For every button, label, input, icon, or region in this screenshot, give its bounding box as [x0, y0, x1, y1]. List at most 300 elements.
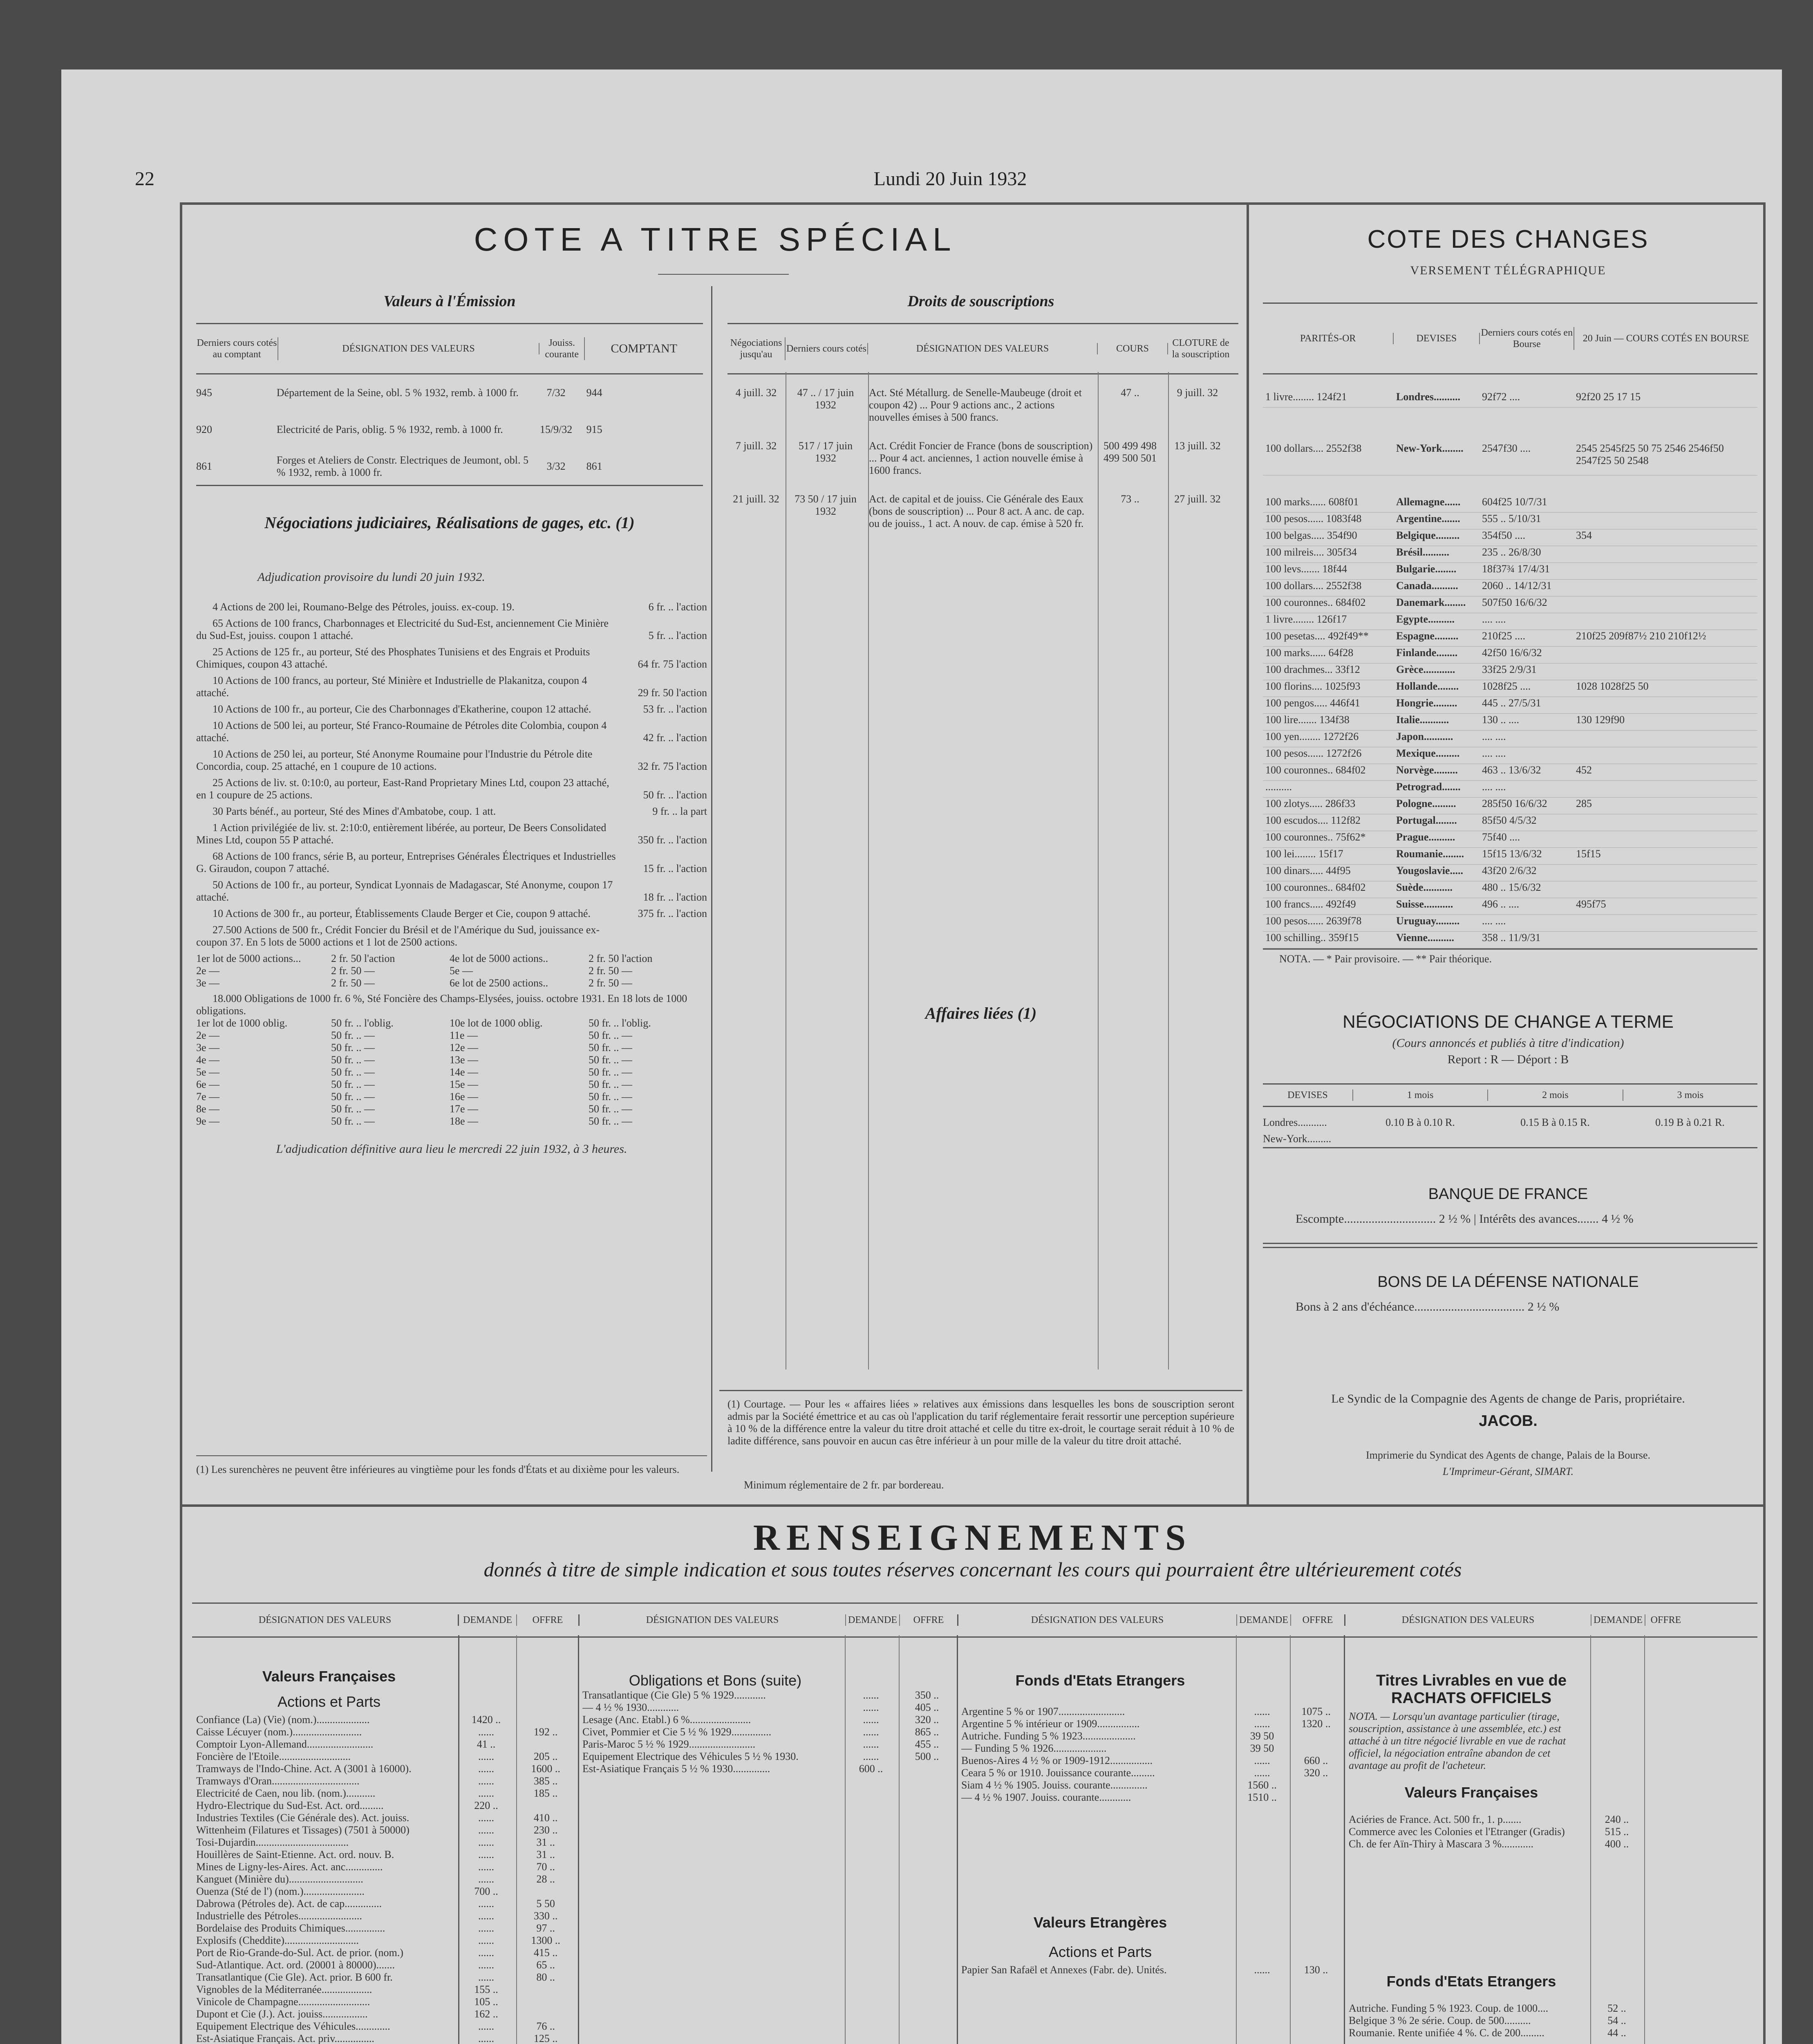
changes-der: 358 .. 11/9/31	[1482, 932, 1541, 944]
rens-offre: 70 ..	[536, 1861, 555, 1873]
rens-offre	[1644, 2027, 1685, 2039]
rens-row	[196, 1947, 576, 1959]
lot-cell: 5e —	[450, 965, 473, 977]
rens-row	[196, 1763, 576, 1775]
rens-demande: ......	[863, 1689, 879, 1701]
lot-cell: 2 fr. 50 —	[331, 965, 375, 977]
rens-designation: Papier San Rafaël et Annexes (Fabr. de). Unités.	[961, 1964, 1167, 1976]
rens-demande: ......	[1254, 1706, 1270, 1717]
changes-dev: Norvège.........	[1396, 764, 1458, 776]
rens-designation: Argentine 5 % or 1907.........................	[961, 1706, 1125, 1717]
changes-row	[1263, 915, 1757, 932]
rens-designation: Buenos-Aires 4 ½ % or 1909-1912................	[961, 1755, 1153, 1766]
droits-header: DÉSIGNATION DES VALEURS	[868, 343, 1098, 354]
changes-par: 100 zlotys..... 286f33	[1265, 798, 1356, 809]
changes-par: 100 belgas..... 354f90	[1265, 529, 1357, 541]
changes-dev: Canada..........	[1396, 580, 1458, 592]
droits-cours: 500 499 498 499 500 501	[1103, 440, 1157, 464]
rens-row	[582, 1726, 958, 1738]
changes-dev: Petrograd.......	[1396, 781, 1461, 793]
negociation-item	[196, 601, 707, 613]
changes-row	[1263, 697, 1757, 714]
negociation-price: 350 fr. .. l'action	[638, 834, 707, 846]
changes-par: 100 yen........ 1272f26	[1265, 731, 1359, 742]
rens-offre: 415 ..	[533, 1947, 558, 1959]
negociation-text: 25 Actions de liv. st. 0:10:0, au porteur, East-Rand Proprietary Mines Ltd, coupon 23 attaché, en 1 coupure de 25 actions.	[196, 777, 609, 801]
droits-jusqu: 4 juill. 32	[735, 387, 777, 399]
changes-table	[1263, 303, 1757, 968]
rens-designation: Paris-Maroc 5 ½ % 1929.........................	[582, 1738, 756, 1750]
changes-der: 15f15 13/6/32	[1482, 848, 1542, 860]
negociation-text: 27.500 Actions de 500 fr., Crédit Foncier du Brésil et de l'Amérique du Sud, jouissance ex-coupon 37. En 5 lots de 5000 actions et 1 lot de 2500 actions.	[196, 924, 600, 948]
rens-offre: 192 ..	[533, 1726, 558, 1738]
rens-designation: — Funding 5 % 1926....................	[961, 1742, 1107, 1754]
rens-row	[961, 1791, 1345, 1804]
changes-row	[1263, 932, 1757, 948]
rens-offre: 130 ..	[1304, 1964, 1328, 1976]
rens-designation: Sud-Atlantique. Act. ord. (20001 à 80000).......	[196, 1959, 395, 1971]
negociations-list	[196, 601, 707, 1156]
changes-dev: Uruguay.........	[1396, 915, 1460, 927]
lot-row	[196, 1091, 707, 1103]
rens-demande: ......	[478, 1750, 494, 1762]
rens-offre	[1644, 2002, 1685, 2015]
negociation-item	[196, 748, 707, 773]
rens-offre: 185 ..	[533, 1787, 558, 1799]
changes-der: 235 .. 26/8/30	[1482, 546, 1541, 558]
lot-cell: 2 fr. 50 l'action	[331, 953, 395, 964]
changes-dev: Japon...........	[1396, 731, 1453, 742]
rens-offre: 320 ..	[915, 1714, 939, 1726]
changes-row	[1263, 647, 1757, 663]
rens-offre	[515, 1885, 576, 1898]
rens-demande: 220 ..	[474, 1800, 498, 1811]
rens-designation: Mines de Ligny-les-Aires. Act. anc..............	[196, 1861, 383, 1873]
emission-comptant: 915	[586, 424, 602, 435]
rens-offre	[515, 1714, 576, 1726]
title-rule	[658, 274, 789, 275]
changes-par: 1 livre........ 126f17	[1265, 613, 1347, 625]
rens-designation: Tosi-Dujardin...................................	[196, 1836, 349, 1848]
changes-der: 463 .. 13/6/32	[1482, 764, 1541, 776]
rens-row	[196, 1750, 576, 1763]
rens-row	[196, 1971, 576, 1983]
changes-row	[1263, 442, 1757, 475]
changes-der: 75f40 ....	[1482, 831, 1520, 843]
negociation-price: 5 fr. .. l'action	[648, 630, 707, 641]
changes-der: 354f50 ....	[1482, 529, 1526, 541]
rens-col-4	[1349, 1672, 1753, 2044]
changes-cours: 285	[1576, 798, 1592, 809]
rens-demande: 240 ..	[1605, 1813, 1629, 1825]
lot-cell: 2e —	[196, 1029, 220, 1041]
rens-demande: ......	[478, 1873, 494, 1885]
terme-header: 2 mois	[1488, 1089, 1623, 1101]
rens-designation: Autriche. Funding 5 % 1923....................	[961, 1730, 1136, 1742]
lot-cell: 2 fr. 50 —	[589, 977, 632, 989]
changes-dev: Hongrie.........	[1396, 697, 1457, 709]
droits-cours: 73 ..	[1121, 493, 1139, 505]
changes-row	[1263, 563, 1757, 580]
negociation-price: 15 fr. .. l'action	[643, 863, 707, 874]
rens-demande: 39 50	[1250, 1742, 1274, 1754]
lot-cell: 50 fr. .. —	[331, 1091, 375, 1103]
changes-row	[1263, 764, 1757, 781]
rens-demande: ......	[478, 2033, 494, 2044]
droits-cloture: 9 juill. 32	[1177, 387, 1218, 399]
terme-devise: Londres...........	[1263, 1116, 1327, 1128]
rens-designation: Confiance (La) (Vie) (nom.)....................	[196, 1714, 370, 1726]
rens-demande: 162 ..	[474, 2008, 498, 2020]
renseignements-subtitle: donnés à titre de simple indication et sous toutes réserves concernant les cours qui pourraient être ultérieurement cotés	[483, 1558, 1462, 1581]
lot-cell: 50 fr. .. —	[589, 1091, 632, 1103]
rens-demande: 54 ..	[1607, 2015, 1626, 2026]
lot-row	[196, 953, 707, 965]
rens-demande: 105 ..	[474, 1996, 498, 2008]
terme-header-row	[1263, 1083, 1757, 1107]
changes-row	[1263, 831, 1757, 848]
changes-dev: Finlande........	[1396, 647, 1458, 659]
rens-designation: Industries Textiles (Cie Générale des). Act. jouiss.	[196, 1812, 410, 1824]
emission-comptant: 861	[586, 460, 602, 472]
rens-offre	[1644, 2015, 1685, 2027]
rens-offre	[515, 1738, 576, 1750]
changes-row	[1263, 630, 1757, 647]
terme-subtitle: (Cours annoncés et publiés à titre d'indication)	[1392, 1036, 1624, 1050]
changes-dev: Egypte..........	[1396, 613, 1455, 625]
rens-demande: ......	[863, 1701, 879, 1713]
rens-demande: ......	[478, 1910, 494, 1922]
droits-header: COURS	[1098, 343, 1168, 354]
rens-header: DÉSIGNATION DES VALEURS	[958, 1614, 1237, 1626]
changes-der: 480 .. 15/6/32	[1482, 881, 1541, 893]
changes-row	[1263, 580, 1757, 596]
changes-par: 100 dinars..... 44f95	[1265, 865, 1351, 876]
negociation-item	[196, 879, 707, 903]
changes-par: 1 livre........ 124f21	[1265, 391, 1347, 403]
lot-row	[196, 1078, 707, 1091]
terme-row	[1263, 1114, 1757, 1131]
changes-par: 100 francs..... 492f49	[1265, 898, 1356, 910]
lot-cell: 1er lot de 1000 oblig.	[196, 1017, 288, 1029]
changes-dev: Roumanie........	[1396, 848, 1464, 860]
changes-par: 100 lire....... 134f38	[1265, 714, 1350, 726]
changes-dev: Portugal........	[1396, 814, 1457, 826]
rens-designation: Dupont et Cie (J.). Act. jouiss.................	[196, 2008, 368, 2020]
lot-cell: 7e —	[196, 1091, 220, 1103]
terme-row	[1263, 1131, 1757, 1148]
rens-row	[196, 1996, 576, 2008]
droits-cloture: 13 juill. 32	[1174, 440, 1221, 452]
negociation-item	[196, 675, 707, 699]
negociation-price: 50 fr. .. l'action	[643, 789, 707, 801]
changes-dev: Allemagne......	[1396, 496, 1461, 508]
rens-header: DÉSIGNATION DES VALEURS	[1345, 1614, 1591, 1626]
changes-par: 100 dollars.... 2552f38	[1265, 442, 1362, 454]
lot-cell: 50 fr. .. —	[589, 1066, 632, 1078]
lot-cell: 18e —	[450, 1115, 479, 1127]
rens-row	[582, 1689, 958, 1701]
changes-row	[1263, 529, 1757, 546]
changes-par: ..........	[1265, 781, 1292, 793]
rens-designation: Belgique 3 % 2e série. Coup. de 500..........	[1349, 2015, 1531, 2026]
changes-par: 100 pesos...... 2639f78	[1265, 915, 1362, 927]
rens-demande: ......	[1254, 1964, 1270, 1976]
changes-cours: 2545 2545f25 50 75 2546 2546f50 2547f25 50 2548	[1576, 442, 1724, 466]
rens-header: DEMANDE	[846, 1614, 900, 1626]
rens-row	[961, 1767, 1345, 1779]
rens-offre	[898, 1763, 956, 1775]
emission-cours: 920	[196, 424, 212, 435]
rens-row	[582, 1714, 958, 1726]
lot-cell: 2 fr. 50 l'action	[589, 953, 653, 964]
negociation-text: 1 Action privilégiée de liv. st. 2:10:0, entièrement libérée, au porteur, De Beers Consolidated Mines Ltd, coupon 55 P attaché.	[196, 822, 607, 846]
droits-designation: Act. Sté Métallurg. de Senelle-Maubeuge (droit et coupon 42) ... Pour 9 actions anc., 2 actions nouvelles émises à 500 francs.	[869, 387, 1082, 423]
changes-row	[1263, 596, 1757, 613]
rens-offre	[1289, 1742, 1343, 1755]
rens-designation: Roumanie. Rente unifiée 4 %. C. de 200.........	[1349, 2027, 1544, 2039]
rens-designation: — 4 ½ % 1907. Jouiss. courante............	[961, 1791, 1131, 1803]
terme-header: DEVISES	[1263, 1089, 1353, 1101]
changes-par: 100 couronnes.. 684f02	[1265, 881, 1366, 893]
droits-table	[727, 323, 1238, 530]
changes-nota: NOTA. — * Pair provisoire. — ** Pair théorique.	[1263, 948, 1757, 968]
rens-demande: ......	[478, 1824, 494, 1836]
rens-demande: 400 ..	[1605, 1838, 1629, 1850]
lot-cell: 2 fr. 50 —	[589, 965, 632, 977]
changes-dev: Argentine.......	[1396, 513, 1460, 524]
emission-row	[196, 411, 703, 448]
negociation-item	[196, 822, 707, 846]
changes-par: 100 dollars.... 2552f38	[1265, 580, 1362, 592]
negociation-item	[196, 805, 707, 818]
rens-demande: ......	[1254, 1755, 1270, 1766]
rens-offre: 455 ..	[915, 1738, 939, 1750]
rens-offre: 31 ..	[536, 1836, 555, 1848]
rens-row	[196, 1800, 576, 1812]
changes-dev: New-York........	[1396, 442, 1464, 454]
rens-demande: ......	[478, 1836, 494, 1848]
changes-header: DEVISES	[1394, 333, 1480, 344]
emission-designation: Electricité de Paris, oblig. 5 % 1932, remb. à 1000 fr.	[276, 424, 503, 435]
changes-par: 100 levs....... 18f44	[1265, 563, 1347, 575]
changes-row	[1263, 747, 1757, 764]
rens-col4-subhead: Valeurs Françaises	[1404, 1784, 1538, 1801]
droits-rows	[727, 387, 1238, 530]
rens-offre: 350 ..	[915, 1689, 939, 1701]
rens-col4-nota: NOTA. — Lorsqu'un avantage particulier (tirage, souscription, assistance à une assemblée, etc.) est attaché à un titre négocié livrable en vue de rachat officiel, la négociation entraîne abandon de cet avantage au profit de l'acheteur.	[1349, 1710, 1566, 1771]
rens-demande: ......	[478, 1861, 494, 1873]
rens-demande: ......	[478, 1934, 494, 1946]
changes-dev: Grèce............	[1396, 663, 1455, 675]
negociation-price: 29 fr. 50 l'action	[638, 687, 707, 699]
negociation-text: 50 Actions de 100 fr., au porteur, Syndicat Lyonnais de Madagascar, Sté Anonyme, coupon 17 attaché.	[196, 879, 613, 903]
changes-cours: 354	[1576, 529, 1592, 541]
rens-row	[1349, 1813, 1753, 1826]
rens-row	[196, 1885, 576, 1898]
rens-row	[582, 1701, 958, 1714]
rens-col1-subhead: Actions et Parts	[277, 1693, 381, 1710]
rens-offre: 405 ..	[915, 1701, 939, 1713]
negociation-price: 32 fr. 75 l'action	[638, 760, 707, 772]
negociation-item	[196, 646, 707, 670]
rens-designation: Aciéries de France. Act. 500 fr., 1. p.......	[1349, 1813, 1522, 1825]
changes-dev: Belgique.........	[1396, 529, 1460, 541]
rens-offre: 320 ..	[1304, 1767, 1328, 1779]
rens-designation: Tramways d'Oran.................................	[196, 1775, 360, 1787]
negociations-items	[196, 601, 707, 948]
rens-demande: ......	[478, 1898, 494, 1910]
changes-cours: 1028 1028f25 50	[1576, 680, 1649, 692]
rens-row	[196, 2008, 576, 2020]
emission-designation: Département de la Seine, obl. 5 % 1932, remb. à 1000 fr.	[276, 387, 519, 399]
lot-cell: 50 fr. .. —	[331, 1054, 375, 1066]
rens-designation: Siam 4 ½ % 1905. Jouiss. courante..............	[961, 1779, 1148, 1791]
changes-dev: Danemark........	[1396, 596, 1466, 608]
rens-row	[196, 1849, 576, 1861]
changes-cours: 495f75	[1576, 898, 1606, 910]
rens-offre	[515, 1800, 576, 1812]
rens-col4-subhead-2: Fonds d'Etats Etrangers	[1386, 1973, 1556, 1990]
changes-par: 100 schilling.. 359f15	[1265, 932, 1359, 944]
rens-col-3	[961, 1672, 1345, 2044]
rens-designation: Vinicole de Champagne...........................	[196, 1996, 370, 2008]
lot-cell: 11e —	[450, 1029, 478, 1041]
negociation-text: 25 Actions de 125 fr., au porteur, Sté des Phosphates Tunisiens et des Engrais et Produits Chimiques, coupon 43 attaché.	[196, 646, 590, 670]
rens-designation: Transatlantique (Cie Gle) 5 % 1929............	[582, 1689, 766, 1701]
changes-der: 2547f30 ....	[1482, 442, 1531, 454]
lot-cell: 50 fr. .. —	[331, 1103, 375, 1115]
rens-row	[196, 2020, 576, 2033]
rens-col1-items	[196, 1714, 576, 2044]
rens-demande: 39 50	[1250, 1730, 1274, 1742]
rens-row	[582, 1763, 958, 1775]
rens-col4-items-2	[1349, 2002, 1753, 2039]
rens-demande: ......	[863, 1738, 879, 1750]
rens-row	[582, 1738, 958, 1750]
rens-demande: ......	[478, 2020, 494, 2032]
rens-offre: 500 ..	[915, 1750, 939, 1762]
terme-table	[1263, 1083, 1757, 1148]
affaires-footnote-2: Minimum réglementaire de 2 fr. par bordereau.	[744, 1479, 944, 1491]
lot-row	[196, 1017, 707, 1029]
affaires-title: Affaires liées (1)	[925, 1004, 1037, 1022]
changes-der: .... ....	[1482, 731, 1506, 742]
changes-par: 100 pesos...... 1272f26	[1265, 747, 1362, 759]
lot-cell: 5e —	[196, 1066, 220, 1078]
changes-par: 100 pesetas.... 492f49**	[1265, 630, 1369, 642]
rens-row	[961, 1964, 1345, 1976]
changes-header: PARITÉS-OR	[1263, 333, 1394, 344]
rens-demande: 515 ..	[1605, 1826, 1629, 1838]
rens-row	[961, 1755, 1345, 1767]
adjudication-final: L'adjudication définitive aura lieu le mercredi 22 juin 1932, à 3 heures.	[276, 1142, 627, 1156]
rens-offre	[1644, 1838, 1685, 1850]
rens-demande: ......	[863, 1750, 879, 1762]
rens-designation: Tramways de l'Indo-Chine. Act. A (3001 à 16000).	[196, 1763, 412, 1775]
negociation-price: 9 fr. .. la part	[652, 805, 707, 817]
lot-cell: 17e —	[450, 1103, 479, 1115]
emission-designation: Forges et Ateliers de Constr. Electriques de Jeumont, obl. 5 % 1932, remb. à 1000 fr.	[276, 454, 528, 478]
rens-row	[1349, 2027, 1753, 2039]
lot-cell: 3e —	[196, 977, 220, 989]
lot-cell: 8e —	[196, 1103, 220, 1115]
lot-cell: 50 fr. .. —	[589, 1115, 632, 1127]
rens-row	[196, 1873, 576, 1885]
negociation-price: 375 fr. .. l'action	[638, 908, 707, 919]
lot-row	[196, 1103, 707, 1115]
rens-offre: 230 ..	[533, 1824, 558, 1836]
rens-designation: Hydro-Electrique du Sud-Est. Act. ord.........	[196, 1800, 384, 1811]
rens-demande: ......	[478, 1726, 494, 1738]
changes-der: 604f25 10/7/31	[1482, 496, 1547, 508]
negociation-item	[196, 924, 707, 948]
changes-par: 100 couronnes.. 684f02	[1265, 764, 1366, 776]
rens-demande: 700 ..	[474, 1885, 498, 1897]
terme-header: 3 mois	[1677, 1090, 1704, 1100]
droits-derniers: 517 / 17 juin 1932	[798, 440, 853, 464]
rens-designation: Ouenza (Sté de l') (nom.).......................	[196, 1885, 365, 1897]
changes-cours: 92f20 25 17 15	[1576, 391, 1641, 403]
rens-designation: Bordelaise des Produits Chimiques...............	[196, 1922, 385, 1934]
rens-col2-head: Obligations et Bons (suite)	[629, 1672, 802, 1689]
changes-der: .... ....	[1482, 781, 1506, 793]
rens-designation: Ceara 5 % or 1910. Jouissance courante.........	[961, 1767, 1155, 1779]
rens-offre: 205 ..	[533, 1750, 558, 1762]
changes-par: 100 pengos..... 446f41	[1265, 697, 1360, 709]
changes-row	[1263, 546, 1757, 563]
emission-cours: 861	[196, 460, 212, 472]
lot-cell: 50 fr. .. —	[331, 1078, 375, 1090]
rens-header: OFFRE	[900, 1614, 958, 1626]
footnote-rule	[196, 1455, 707, 1456]
lot-cell: 50 fr. .. —	[331, 1066, 375, 1078]
negociation-price: 18 fr. .. l'action	[643, 891, 707, 903]
rens-designation: Lesage (Anc. Etabl.) 6 %.......................	[582, 1714, 751, 1726]
droits-col-rule	[1098, 372, 1099, 1369]
negociation-text: 10 Actions de 100 fr., au porteur, Cie des Charbonnages d'Ekatherine, coupon 12 attaché.	[213, 703, 591, 715]
lots-table-2	[196, 1017, 707, 1127]
rens-offre: 80 ..	[536, 1971, 555, 1983]
droits-col-rule	[868, 372, 869, 1369]
rens-row	[196, 1922, 576, 1934]
changes-dev: Vienne..........	[1396, 932, 1455, 944]
changes-der: 496 .. ....	[1482, 898, 1519, 910]
rens-demande: ......	[478, 1812, 494, 1824]
rens-offre: 97 ..	[536, 1922, 555, 1934]
changes-dev: Bulgarie........	[1396, 563, 1457, 575]
changes-rows	[1263, 391, 1757, 948]
rens-col3-subhead-2: Actions et Parts	[1048, 1943, 1152, 1960]
rens-demande: ......	[478, 1763, 494, 1775]
emission-row	[196, 374, 703, 411]
terme-devise: New-York.........	[1263, 1133, 1332, 1145]
lot-cell: 50 fr. .. —	[589, 1054, 632, 1066]
changes-row	[1263, 680, 1757, 697]
emission-title: Valeurs à l'Émission	[383, 293, 516, 310]
terme-3m: 0.19 B à 0.21 R.	[1655, 1116, 1725, 1128]
changes-dev: Mexique.........	[1396, 747, 1460, 759]
rens-row	[1349, 1826, 1753, 1838]
rens-designation: Caisse Lécuyer (nom.)..........................	[196, 1726, 362, 1738]
rens-demande: 52 ..	[1607, 2002, 1626, 2014]
rens-designation: Dabrowa (Pétroles de). Act. de cap..............	[196, 1898, 382, 1910]
rens-row	[1349, 2002, 1753, 2015]
negociation-item	[196, 777, 707, 801]
rens-row	[961, 1742, 1345, 1755]
rens-row	[961, 1706, 1345, 1718]
lot-row	[196, 977, 707, 989]
